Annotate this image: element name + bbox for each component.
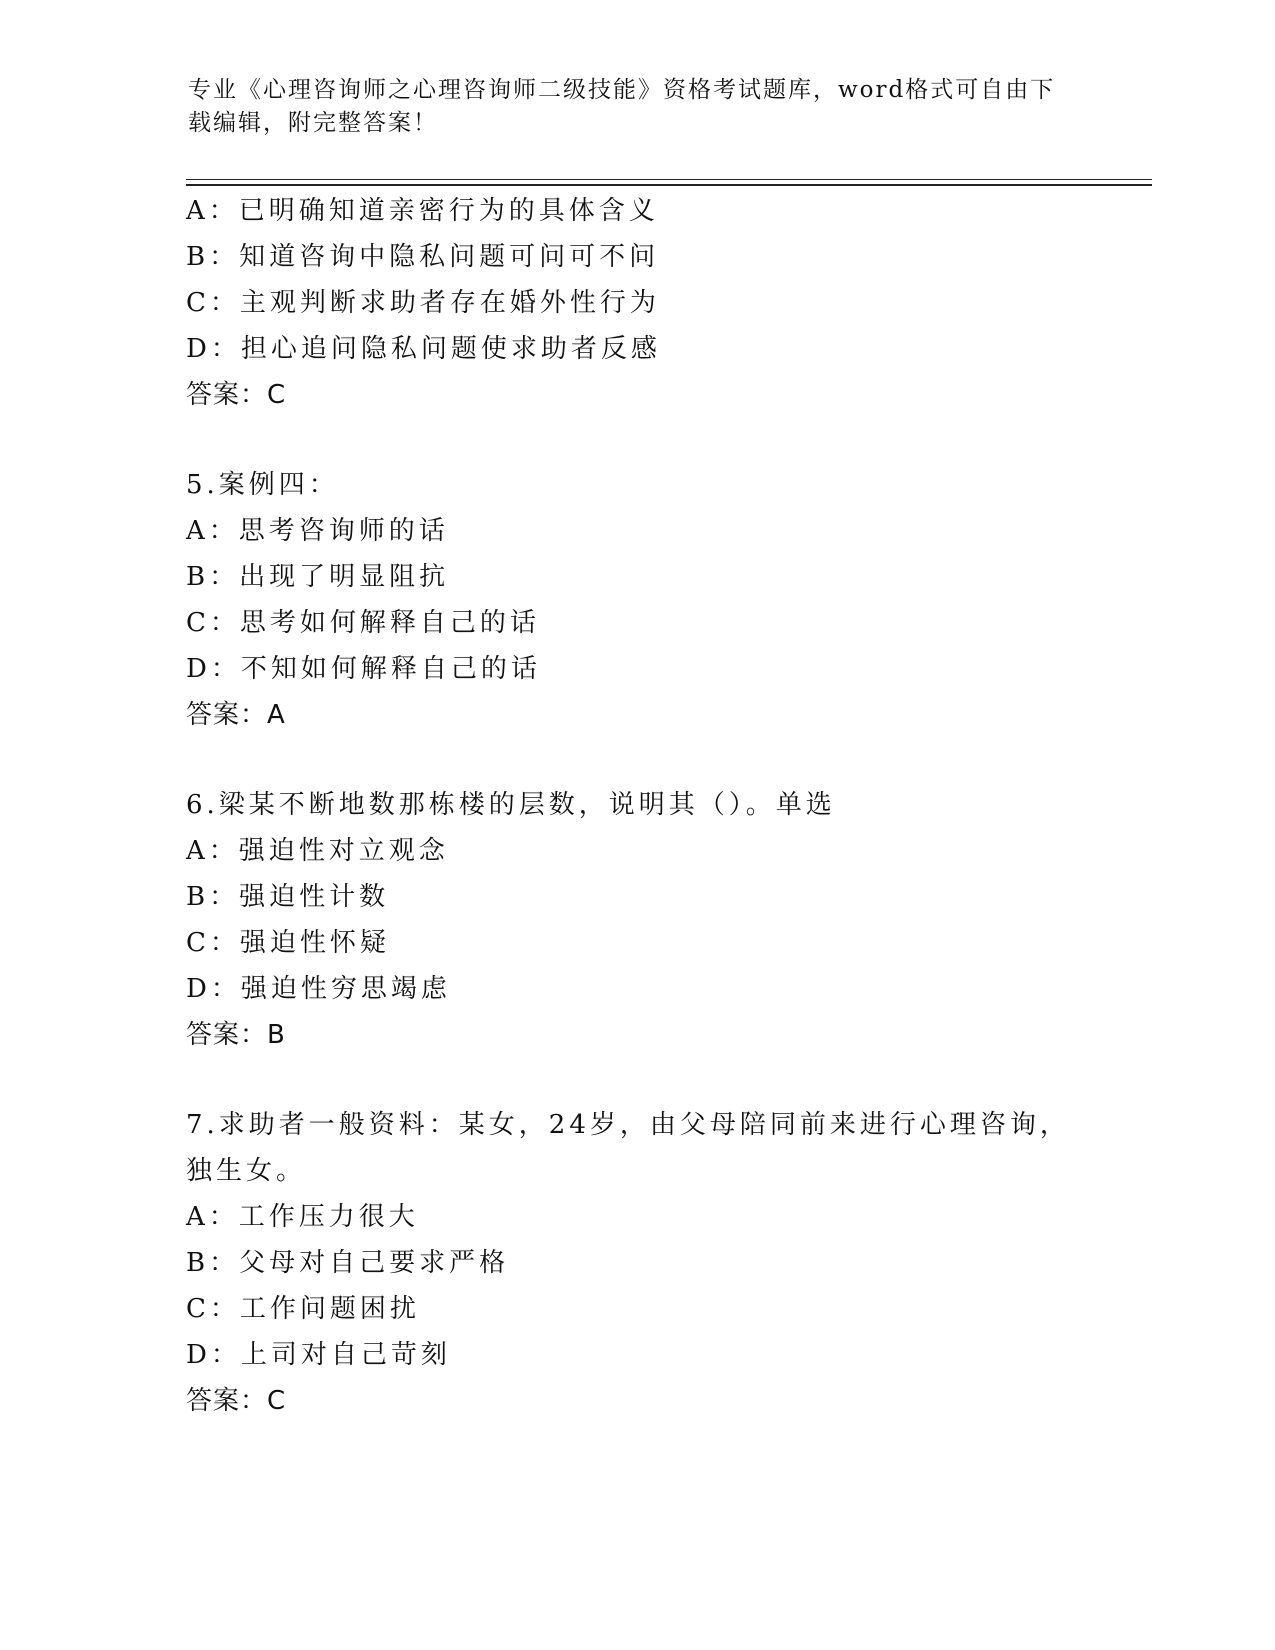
- option-d: D：强迫性穷思竭虑: [186, 974, 451, 1004]
- header-intro-text: 专业《心理咨询师之心理咨询师二级技能》资格考试题库，word格式可自由下载编辑，附完整答案！: [188, 77, 1056, 136]
- option-d: D：担心追问隐私问题使求助者反感: [186, 334, 661, 364]
- option-c: C：强迫性怀疑: [186, 928, 390, 958]
- option-a: A：思考咨询师的话: [186, 516, 449, 546]
- option-c: C：主观判断求助者存在婚外性行为: [186, 288, 660, 318]
- question-gap: [186, 1058, 1086, 1102]
- answer-line: 答案：B: [186, 1020, 286, 1050]
- header-rule-thick: [186, 184, 1152, 186]
- document-header: [188, 74, 1068, 140]
- option-b: B：强迫性计数: [186, 882, 390, 912]
- question-list: [186, 188, 1086, 1424]
- option-b: B：出现了明显阻抗: [186, 562, 450, 592]
- option-c: C：工作问题困扰: [186, 1294, 420, 1324]
- option-a: A：已明确知道亲密行为的具体含义: [186, 196, 659, 226]
- option-b: B：父母对自己要求严格: [186, 1248, 510, 1278]
- option-b: B：知道咨询中隐私问题可问可不问: [186, 242, 660, 272]
- question-block-5: [186, 462, 1086, 738]
- question-gap: [186, 418, 1086, 462]
- option-d: D：不知如何解释自己的话: [186, 654, 541, 684]
- question-stem: 5.案例四：: [186, 470, 339, 500]
- question-gap: [186, 738, 1086, 782]
- option-a: A：工作压力很大: [186, 1202, 419, 1232]
- answer-line: 答案：C: [186, 1386, 287, 1416]
- option-c: C：思考如何解释自己的话: [186, 608, 540, 638]
- option-a: A：强迫性对立观念: [186, 836, 449, 866]
- option-d: D：上司对自己苛刻: [186, 1340, 451, 1370]
- answer-line: 答案：A: [186, 700, 286, 730]
- answer-line: 答案：C: [186, 380, 287, 410]
- question-block-7: [186, 1102, 1086, 1424]
- question-stem: 6.梁某不断地数那栋楼的层数，说明其（）。单选: [186, 790, 836, 820]
- question-stem: 7.求助者一般资料：某女，24岁，由父母陪同前来进行心理咨询，独生女。: [186, 1110, 1070, 1186]
- question-block-continued: [186, 188, 1086, 418]
- question-block-6: [186, 782, 1086, 1058]
- header-rule-thin: [186, 179, 1152, 180]
